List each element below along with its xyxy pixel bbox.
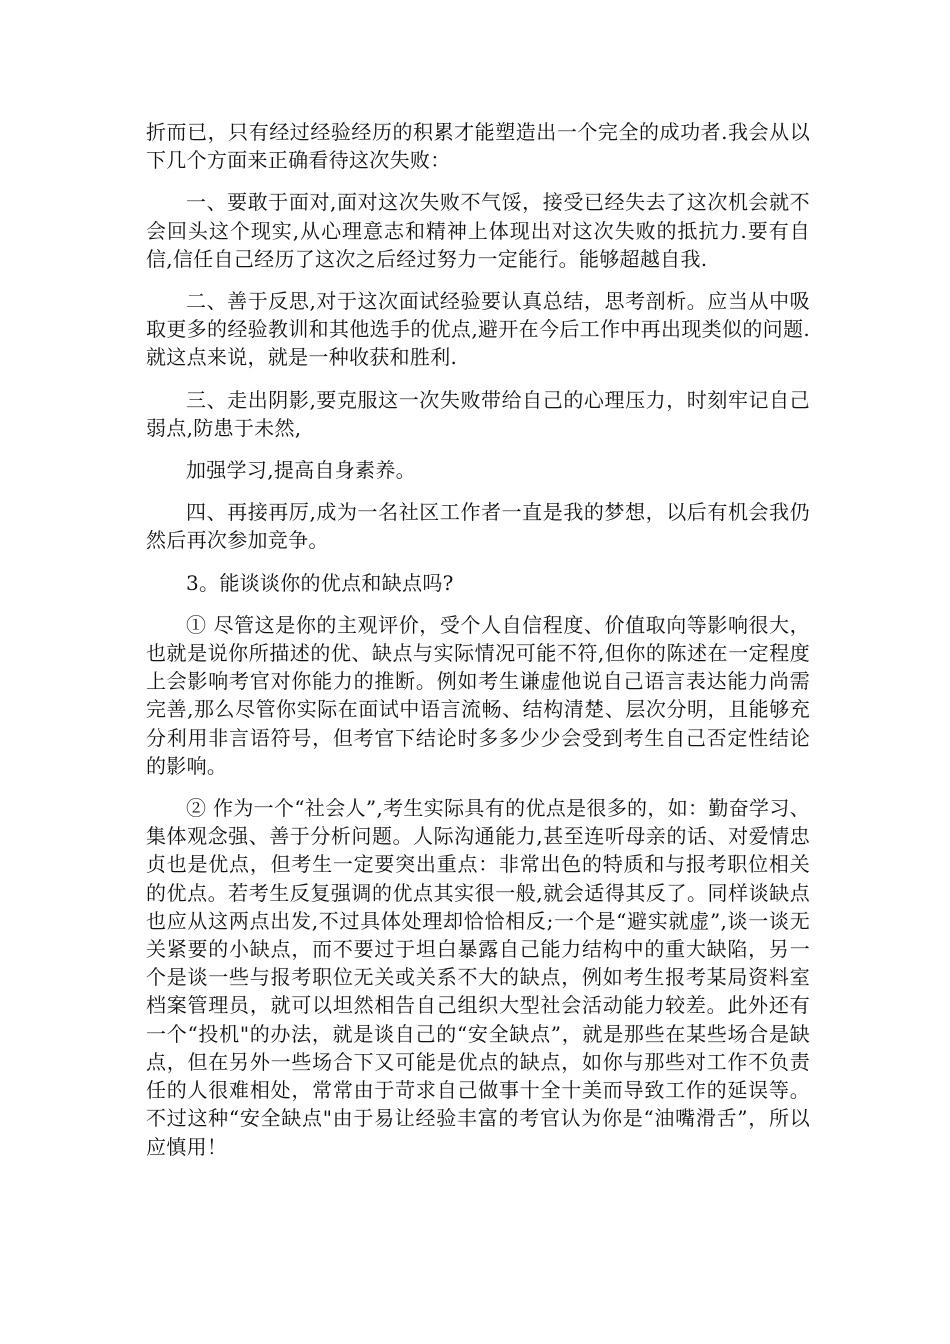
- answer-paragraph-1: ① 尽管这是你的主观评价，受个人自信程度、价值取向等影响很大，也就是说你所描述的优、缺点与实际情况可能不符,但你的陈述在一定程度上会影响考官对你能力的推断。例如考生谦虚他说自己语言表达能力尚需完善,那么尽管你实际在面试中语言流畅、结构清楚、层次分明，且能够充分利用非言语符号，但考官下结论时多多少少会受到考生自己否定性结论的影响。: [146, 612, 810, 778]
- paragraph-point-4: 四、再接再厉,成为一名社区工作者一直是我的梦想，以后有机会我仍然后再次参加竞争。: [146, 500, 810, 553]
- document-body: [146, 118, 810, 1175]
- paragraph-point-1: 一、要敢于面对,面对这次失败不气馁，接受已经失去了这次机会就不会回头这个现实,从心理意志和精神上体现出对这次失败的抵抗力.要有自信,信任自己经历了这次之后经过努力一定能行。能够超越自我.: [146, 190, 810, 271]
- answer-paragraph-2: ② 作为一个“社会人”,考生实际具有的优点是很多的，如：勤奋学习、集体观念强、善于分析问题。人际沟通能力,甚至连听母亲的话、对爱情忠贞也是优点，但考生一定要突出重点：非常出色的特质和与报考职位相关的优点。若考生反复强调的优点其实很一般,就会适得其反了。同样谈缺点也应从这两点出发,不过具体处理却恰恰相反;一个是“避实就虚”,谈一谈无关紧要的小缺点，而不要过于坦白暴露自己能力结构中的重大缺陷，另一个是谈一些与报考职位无关或关系不大的缺点，例如考生报考某局资料室档案管理员，就可以坦然相告自己组织大型社会活动能力较差。此外还有一个“投机"的办法，就是谈自己的“安全缺点”，就是那些在某些场合是缺点，但在另外一些场合下又可能是优点的缺点，如你与那些对工作不负责任的人很难相处，常常由于苛求自己做事十全十美而导致工作的延误等。不过这种“安全缺点"由于易让经验丰富的考官认为你是“油嘴滑舌”，所以应慎用！: [146, 796, 810, 1159]
- paragraph-point-2: 二、善于反思,对于这次面试经验要认真总结，思考剖析。应当从中吸取更多的经验教训和其他选手的优点,避开在今后工作中再出现类似的问题.就这点来说，就是一种收获和胜利.: [146, 289, 810, 370]
- paragraph-point-3: 三、走出阴影,要克服这一次失败带给自己的心理压力，时刻牢记自己弱点,防患于未然,: [146, 387, 810, 440]
- question-heading: 3。能谈谈你的优点和缺点吗?: [186, 570, 454, 595]
- paragraph-intro: 折而已，只有经过经验经历的积累才能塑造出一个完全的成功者.我会从以下几个方面来正确看待这次失败：: [146, 120, 810, 173]
- paragraph-point-3-continued: 加强学习,提高自身素养。: [186, 458, 416, 483]
